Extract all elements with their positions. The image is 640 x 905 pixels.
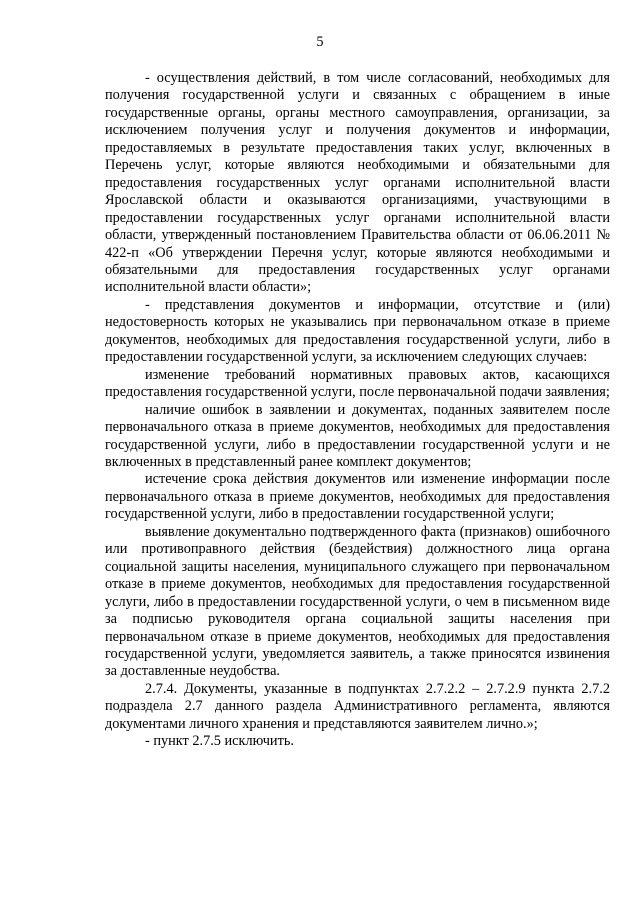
paragraph-case-expiry: истечение срока действия документов или изменение информации после первоначального отказа в приеме документов, необходимых для предоставления государственной услуги, либо в предоставлении государственной услуги; [105,471,610,523]
page-number: 5 [316,34,324,50]
paragraph-documents-info: - представления документов и информации, отсутствие и (или) недостоверность которых не указывались при первоначальном отказе в приеме документов, необходимых для предоставления государственной услуги, либо в предоставлении государственной услуги, за исключением следующих случаев: [105,296,610,366]
paragraph-case-errors: наличие ошибок в заявлении и документах, поданных заявителем после первоначального отказа в приеме документов, необходимых для предоставления государственной услуги, либо в предоставлении государственной услуги и не включенных в представленный ранее комплект документов; [105,401,610,470]
document-body [105,70,610,751]
paragraph-actions-approvals: - осуществления действий, в том числе согласований, необходимых для получения государственной услуги и связанных с обращением в иные государственные органы, органы местного самоуправления, организации, за исключением получения услуг и получения документов и информации, предоставляемых в результате предоставления таких услуг, включенных в Перечень услуг, которые являются необходимыми и обязательными для предоставления государственных услуг органами исполнительной власти Ярославской области и оказываются организациями, участвующими в предоставлении государственных услуг органами исполнительной власти области, утвержденный постановлением Правительства области от 06.06.2011 № 422-п «Об утверждении Перечня услуг, которые являются необходимыми и обязательными для предоставления государственных услуг органами исполнительной власти области»; [105,70,610,296]
paragraph-case-regulation-change: изменение требований нормативных правовых актов, касающихся предоставления государственной услуги, после первоначальной подачи заявления; [105,366,610,401]
paragraph-2-7-5: - пункт 2.7.5 исключить. [145,733,294,750]
paragraph-2-7-4: 2.7.4. Документы, указанные в подпунктах 2.7.2.2 – 2.7.2.9 пункта 2.7.2 подраздела 2.7 данного раздела Административного регламента, являются документами личного хранения и представляются заявителем лично.»; [105,680,610,732]
paragraph-case-wrongful-action: выявление документально подтвержденного факта (признаков) ошибочного или противоправного действия (бездействия) должностного лица органа социальной защиты населения, муниципального служащего при первоначальном отказе в приеме документов, необходимых для предоставления государственной услуги, либо в предоставлении государственной услуги, о чем в письменном виде за подписью руководителя органа социальной защиты населения при первоначальном отказе в приеме документов, необходимых для предоставления государственной услуги, уведомляется заявитель, а также приносятся извинения за доставленные неудобства. [105,523,610,680]
